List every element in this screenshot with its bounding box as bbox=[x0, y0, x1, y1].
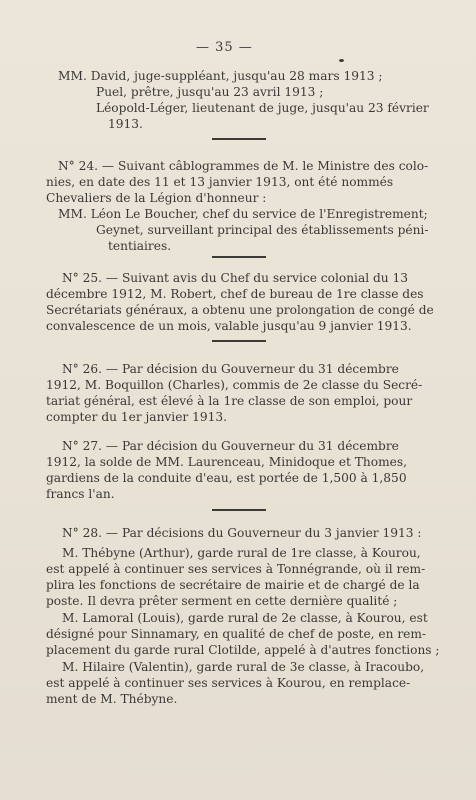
text-line: gardiens de la conduite d'eau, est portée de 1,500 à 1,850 bbox=[46, 471, 407, 485]
text-line: MM. Léon Le Boucher, chef du service de l'Enregistrement; bbox=[58, 207, 428, 221]
text-line: 1912, la solde de MM. Laurenceau, Minidoque et Thomes, bbox=[46, 455, 407, 469]
text-line: N° 27. — Par décision du Gouverneur du 31 décembre bbox=[62, 439, 399, 453]
text-line: plira les fonctions de secrétaire de mairie et de chargé de la bbox=[46, 578, 420, 592]
text-line: poste. Il devra prêter serment en cette dernière qualité ; bbox=[46, 594, 398, 608]
text-line: décembre 1912, M. Robert, chef de bureau de 1re classe des bbox=[46, 287, 424, 301]
text-line: ment de M. Thébyne. bbox=[46, 692, 178, 706]
text-line: est appelé à continuer ses services à Tonnégrande, où il rem- bbox=[46, 562, 426, 576]
text-line: M. Lamoral (Louis), garde rural de 2e classe, à Kourou, est bbox=[62, 611, 428, 625]
text-line: francs l'an. bbox=[46, 487, 115, 501]
text-line: Chevaliers de la Légion d'honneur : bbox=[46, 191, 267, 205]
text-line: compter du 1er janvier 1913. bbox=[46, 410, 228, 424]
text-line: tentiaires. bbox=[108, 239, 172, 253]
text-line: MM. David, juge-suppléant, jusqu'au 28 mars 1913 ; bbox=[58, 69, 383, 83]
text-line: N° 25. — Suivant avis du Chef du service colonial du 13 bbox=[62, 271, 409, 285]
text-line: M. Hilaire (Valentin), garde rural de 3e classe, à Iracoubo, bbox=[62, 660, 425, 674]
text-line: tariat général, est élevé à la 1re classe de son emploi, pour bbox=[46, 394, 413, 408]
text-line: Secrétariats généraux, a obtenu une prolongation de congé de bbox=[46, 303, 434, 317]
text-line: 1912, M. Boquillon (Charles), commis de 2e classe du Secré- bbox=[46, 378, 423, 392]
text-line: est appelé à continuer ses services à Kourou, en remplace- bbox=[46, 676, 411, 690]
text-line: Puel, prêtre, jusqu'au 23 avril 1913 ; bbox=[96, 85, 324, 99]
text-line: 1913. bbox=[108, 117, 143, 131]
text-line: N° 28. — Par décisions du Gouverneur du 3 janvier 1913 : bbox=[62, 526, 422, 540]
ink-mark bbox=[339, 59, 344, 62]
text-line: désigné pour Sinnamary, en qualité de chef de poste, en rem- bbox=[46, 627, 427, 641]
text-line: nies, en date des 11 et 13 janvier 1913, ont été nommés bbox=[46, 175, 394, 189]
text-line: N° 26. — Par décision du Gouverneur du 31 décembre bbox=[62, 362, 399, 376]
text-line: M. Thébyne (Arthur), garde rural de 1re classe, à Kourou, bbox=[62, 546, 421, 560]
text-line: convalescence de un mois, valable jusqu'au 9 janvier 1913. bbox=[46, 319, 412, 333]
section-divider bbox=[212, 340, 266, 342]
section-divider bbox=[212, 509, 266, 511]
text-line: placement du garde rural Clotilde, appelé à d'autres fonctions ; bbox=[46, 643, 440, 657]
section-divider bbox=[212, 138, 266, 140]
section-divider bbox=[212, 256, 266, 258]
text-line: Geynet, surveillant principal des établissements péni- bbox=[96, 223, 429, 237]
page-number: — 35 — bbox=[196, 40, 253, 55]
text-line: Léopold-Léger, lieutenant de juge, jusqu'au 23 février bbox=[96, 101, 429, 115]
text-line: N° 24. — Suivant câblogrammes de M. le Ministre des colo- bbox=[58, 159, 429, 173]
